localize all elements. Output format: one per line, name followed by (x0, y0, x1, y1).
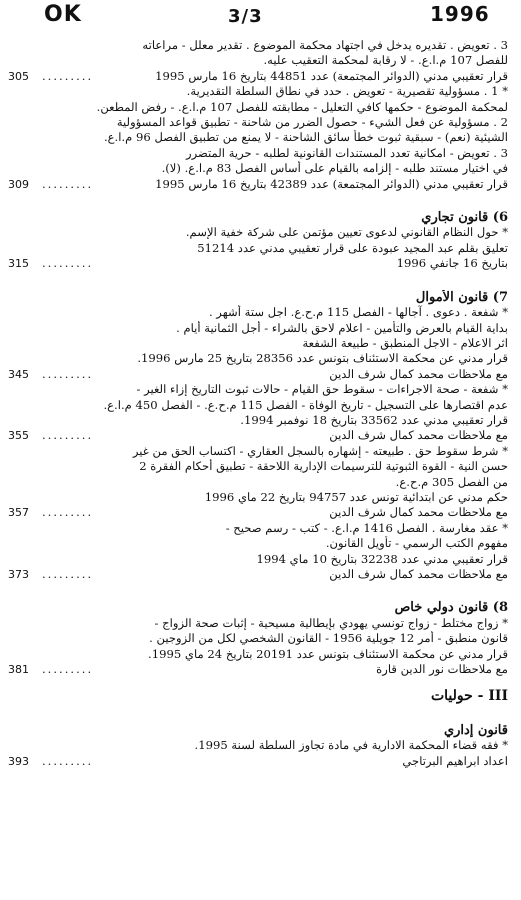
table-of-contents (8, 38, 508, 769)
entry-text: تعليق بقلم عبد المجيد عبودة على قرار تعقيبي مدني عدد 51214 (197, 240, 508, 255)
entry-line (8, 398, 508, 413)
page-number: 373 (8, 568, 29, 581)
entry-line (8, 256, 508, 271)
page-number: 393 (8, 754, 29, 768)
entry-line (8, 100, 508, 115)
leader-dots: ......... (42, 176, 94, 191)
entry-text: * شرط سقوط حق . طبيعته - إشهاره بالسجل العقاري - اكتساب الحق من غير (132, 443, 508, 458)
entry-line (8, 177, 508, 192)
handwritten-year: 1996 (430, 2, 490, 26)
entry-text: 3 . تعويض - امكانية تعدد المستندات القانونية لطلبه - حرية المتضرر (186, 145, 508, 160)
entry-line (8, 738, 508, 753)
entry-text: الشيئية (نعم) - سبقية ثبوت خطأ سائق الشاحنة - لا يمنع من تطبيق الفصل 96 م.ا.ع. (103, 130, 508, 145)
entry-line (8, 225, 508, 240)
entry-line (8, 521, 508, 536)
page-number: 357 (8, 506, 29, 520)
entry-text: 3 . تعويض . تقديره يدخل في اجتهاد محكمة الموضوع . تقدير معلل - مراعاته (142, 38, 508, 52)
leader-dots: ......... (42, 256, 94, 271)
entry-line (8, 428, 508, 443)
entry-text: بداية القيام بالعرض والتأمين - اعلام لاحق بالشراء - أجل الثمانية أيام . (176, 320, 508, 335)
entry-text: مع ملاحظات محمد كمال شرف الدين (329, 567, 508, 581)
entry-line (8, 662, 508, 677)
entry-text: * زواج مختلط - زواج تونسي يهودي بإيطالية مسيحية - إثبات صحة الزواج - (154, 615, 508, 630)
entry-line (8, 84, 508, 99)
entry-text: من الفصل 305 م.ح.ع. (395, 474, 508, 489)
entry-line (8, 115, 508, 130)
entry-line (8, 146, 508, 161)
entry-line (8, 444, 508, 459)
entry-line (8, 459, 508, 474)
entry-text: قانون إداري (443, 722, 508, 738)
page-number: 381 (8, 663, 29, 677)
entry-line (8, 241, 508, 256)
leader-dots: ......... (42, 505, 94, 520)
leader-dots: ......... (42, 753, 94, 768)
page-number: 345 (8, 367, 29, 381)
entry-line (8, 382, 508, 397)
entry-text: 2 . مسؤولية عن فعل الشيء - حصول الضرر من شاحنة - تطبيق قواعد المسؤولية (116, 115, 508, 130)
entry-text: للفصل 107 م.ا.ع. - لا رقابة لمحكمة التعقيب عليه. (263, 53, 508, 68)
page-number: 305 (8, 69, 29, 83)
entry-text: مع ملاحظات نور الدين قارة (376, 662, 508, 677)
page-number: 355 (8, 429, 29, 443)
entry-text: اثر الاعلام - الاجل المنطبق - طبيعة الشفعة (302, 335, 508, 350)
entry-line (8, 321, 508, 336)
entry-line (8, 336, 508, 351)
entry-text: 7) قانون الأموال (415, 289, 508, 305)
entry-text: لمحكمة الموضوع - حكمها كافي التعليل - مطابقته للفصل 107 م.ا.ع. - رفض المطعن. (96, 99, 508, 114)
section-heading (8, 717, 508, 738)
entry-text: في اختيار مستند طلبه - إلزامه بالقيام على أساس الفصل 83 م.ا.ع. (لا). (161, 161, 508, 176)
entry-text: مفهوم الكتب الرسمي - تأويل القانون. (325, 536, 508, 551)
annex-heading (8, 689, 508, 704)
entry-line (8, 552, 508, 567)
entry-line (8, 536, 508, 551)
entry-text: حكم مدني عن ابتدائية تونس عدد 94757 بتاريخ 22 ماي 1996 (204, 489, 508, 504)
entry-line (8, 38, 508, 53)
entry-text: بتاريخ 16 جانفي 1996 (396, 256, 508, 271)
entry-line (8, 631, 508, 646)
entry-line (8, 490, 508, 505)
handwritten-ok: OK (44, 2, 82, 27)
entry-line (8, 505, 508, 520)
entry-text: قانون منطبق - أمر 12 جويلية 1956 - القانون الشخصي لكل من الزوجين . (149, 631, 508, 646)
leader-dots: ......... (42, 428, 94, 443)
section-heading (8, 284, 508, 305)
entry-line (8, 475, 508, 490)
entry-text: مع ملاحظات محمد كمال شرف الدين (329, 428, 508, 443)
leader-dots: ......... (42, 662, 94, 677)
entry-text: قرار مدني عن محكمة الاستئناف بتونس عدد 28356 بتاريخ 25 مارس 1996. (137, 351, 508, 366)
entry-text: * حول النظام القانوني لدعوى تعيين مؤتمن على شركة خفية الإسم. (185, 225, 508, 240)
leader-dots: ......... (42, 567, 94, 581)
entry-line (8, 754, 508, 769)
entry-line (8, 616, 508, 631)
page-number: 309 (8, 177, 29, 191)
entry-text: * شفعة . دعوى . آجالها - الفصل 115 م.ح.ع. اجل ستة أشهر . (208, 305, 508, 320)
entry-line (8, 351, 508, 366)
entry-text: حسن النية - القوة الثبوتية للترسيمات الإدارية اللاحقة - تطبيق أحكام الفقرة 2 (139, 459, 508, 474)
section-heading (8, 594, 508, 615)
page-number: 315 (8, 257, 29, 271)
entry-text: * شفعة - صحة الاجراءات - سقوط حق القيام - حالات ثبوت التاريخ إزاء الغير - (136, 382, 508, 397)
entry-text: 6) قانون تجاري (421, 210, 508, 226)
leader-dots: ......... (42, 68, 94, 83)
entry-line (8, 305, 508, 320)
entry-text: قرار تعقيبي مدني (الدوائر المجتمعة) عدد 42389 بتاريخ 16 مارس 1995 (155, 176, 508, 191)
entry-line (8, 647, 508, 662)
entry-text: عدم اقتصارها على التسجيل - تاريخ الوفاة - الفصل 115 م.ح.ع. - الفصل 450 م.ا.ع. (103, 397, 508, 412)
entry-text: * 1 . مسؤولية تقصيرية - تعويض . حدد في نطاق السلطة التقديرية. (186, 84, 508, 99)
entry-text: * عقد مغارسة . الفصل 1416 م.ا.ع. - كتب - رسم صحيح - (225, 520, 508, 535)
entry-line (8, 367, 508, 382)
leader-dots: ......... (42, 366, 94, 381)
entry-line (8, 567, 508, 582)
entry-text: * فقه قضاء المحكمة الادارية في مادة تجاوز السلطة لسنة 1995. (194, 738, 508, 753)
entry-text: مع ملاحظات محمد كمال شرف الدين (329, 366, 508, 381)
entry-line (8, 53, 508, 68)
entry-line (8, 69, 508, 84)
entry-text: قرار مدني عن محكمة الاستئناف بتونس عدد 20191 بتاريخ 24 ماي 1995. (148, 646, 508, 661)
handwritten-page-number: 3/3 (228, 6, 263, 27)
entry-text: III - حوليات (430, 689, 508, 705)
entry-line (8, 413, 508, 428)
entry-line (8, 161, 508, 176)
entry-text: قرار تعقيبي مدني (الدوائر المجتمعة) عدد 44851 بتاريخ 16 مارس 1995 (155, 68, 508, 83)
entry-text: اعداد ابراهيم البرتاجي (402, 753, 508, 768)
entry-text: مع ملاحظات محمد كمال شرف الدين (329, 505, 508, 520)
entry-line (8, 130, 508, 145)
entry-text: قرار تعقيبي مدني عدد 32238 بتاريخ 10 ماي 1994 (256, 551, 508, 566)
entry-text: قرار تعقيبي مدني عدد 33562 بتاريخ 18 نوفمبر 1994. (240, 412, 508, 427)
section-heading (8, 204, 508, 225)
entry-text: 8) قانون دولي خاص (394, 600, 508, 616)
